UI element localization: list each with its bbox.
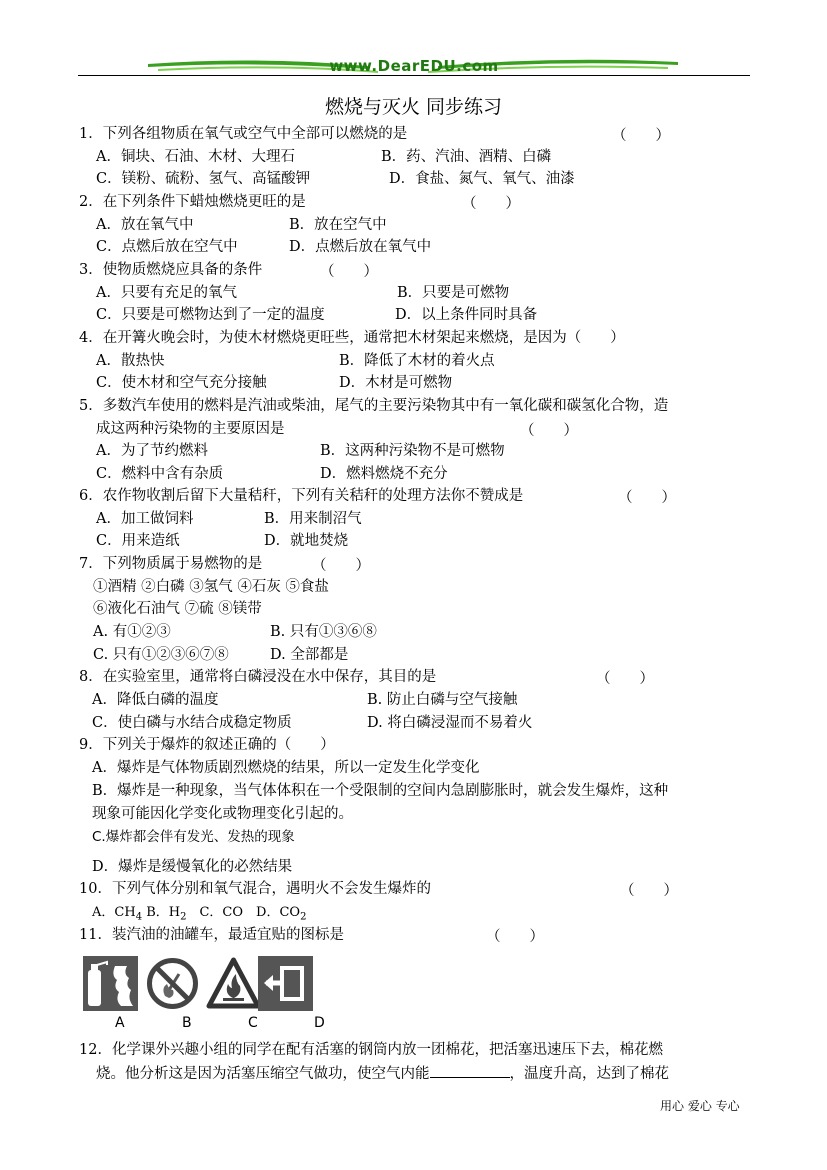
question-6-stem: 6．农作物收割后留下大量秸秆，下列有关秸秆的处理方法你不赞成是 (79, 488, 524, 504)
question-12-stem: 12．化学课外兴趣小组的同学在配有活塞的钢筒内放一团棉花，把活塞迅速压下去，棉花燃 (79, 1042, 663, 1058)
question-6-option-b: B．用来制沼气 (264, 511, 362, 527)
question-2-option-d: D．点燃后放在氧气中 (289, 239, 432, 255)
question-10-option-b: B．H (142, 905, 181, 920)
question-6-paren: （ ） (618, 490, 676, 506)
exit-sign-icon (258, 956, 313, 1011)
question-10-stem: 10．下列气体分别和氧气混合，遇明火不会发生爆炸的 (79, 881, 431, 897)
question-11-stem: 11．装汽油的油罐车，最适宜贴的图标是 (79, 927, 344, 943)
sign-label-b: B (182, 1015, 192, 1031)
question-8-option-c: C．使白磷与水结合成稳定物质 (92, 715, 292, 731)
page-footer: 用心 爱心 专心 (660, 1099, 740, 1113)
question-1-option-a: A．铜块、石油、木材、大理石 (96, 149, 295, 165)
question-5-stem-cont: 成这两种污染物的主要原因是 (96, 421, 285, 437)
question-4-option-a: A．散热快 (96, 353, 165, 369)
page-title: 燃烧与灭火 同步练习 (324, 96, 503, 118)
question-7-option-c: C. 只有①②③⑥⑦⑧ (93, 647, 229, 663)
question-9-option-c: C.爆炸都会伴有发光、发热的现象 (92, 829, 295, 845)
subscript: 2 (180, 911, 187, 923)
question-5-option-d: D．燃料燃烧不充分 (320, 466, 448, 482)
sign-label-c: C (248, 1015, 258, 1031)
question-3-option-a: A．只要有充足的氧气 (96, 285, 237, 301)
question-3-stem: 3．使物质燃烧应具备的条件 (79, 262, 263, 278)
question-5-option-c: C．燃料中含有杂质 (96, 466, 224, 482)
question-3-option-c: C．只要是可燃物达到了一定的温度 (96, 307, 325, 323)
question-9-stem: 9．下列关于爆炸的叙述正确的（ ） (79, 737, 335, 753)
question-10-paren: （ ） (620, 883, 678, 899)
question-4-stem: 4．在开篝火晚会时，为使木材燃烧更旺些，通常把木材架起来燃烧，是因为（ ） (79, 330, 625, 346)
header-rule (78, 75, 750, 76)
question-7-option-b: B. 只有①③⑥⑧ (270, 624, 377, 640)
question-12-stem-cont (96, 1063, 669, 1084)
question-3-option-d: D．以上条件同时具备 (395, 307, 538, 323)
question-6-option-d: D．就地焚烧 (264, 533, 349, 549)
question-2-paren: （ ） (462, 196, 520, 212)
question-8-option-b: B. 防止白磷与空气接触 (367, 692, 518, 708)
question-3-option-b: B．只要是可燃物 (397, 285, 510, 301)
fire-extinguisher-sign-icon (83, 956, 138, 1011)
question-1-option-d: D．食盐、氮气、氧气、油漆 (389, 171, 575, 187)
question-8-option-a: A．降低白磷的温度 (92, 692, 219, 708)
question-2-option-c: C．点燃后放在空气中 (96, 239, 238, 255)
question-1-option-c: C．镁粉、硫粉、氢气、高锰酸钾 (96, 171, 311, 187)
site-name[interactable]: www.DearEDU.com (329, 57, 499, 75)
question-8-stem: 8．在实验室里，通常将白磷浸没在水中保存，其目的是 (79, 669, 437, 685)
question-5-option-b: B．这两种污染物不是可燃物 (320, 443, 505, 459)
question-4-option-d: D．木材是可燃物 (339, 375, 453, 391)
question-6-option-a: A．加工做饲料 (96, 511, 194, 527)
question-10-option-a: A．CH (92, 905, 136, 920)
question-10-option-cd: C．CO D．CO (186, 905, 301, 920)
question-10-options (92, 903, 306, 928)
question-7-items-2: ⑥液化石油气 ⑦硫 ⑧镁带 (93, 601, 262, 617)
question-1-option-b: B．药、汽油、酒精、白磷 (381, 149, 552, 165)
question-2-option-a: A．放在氧气中 (96, 217, 194, 233)
question-8-paren: （ ） (596, 671, 654, 687)
question-9-option-b-cont: 现象可能因化学变化或物理变化引起的。 (92, 806, 353, 822)
question-2-option-b: B．放在空气中 (289, 217, 387, 233)
subscript: 4 (135, 911, 143, 923)
question-4-option-c: C．使木材和空气充分接触 (96, 375, 267, 391)
answer-blank[interactable] (430, 1063, 510, 1078)
question-7-option-d: D. 全部都是 (270, 647, 349, 663)
question-8-option-d: D. 将白磷浸湿而不易着火 (367, 715, 533, 731)
question-7-stem: 7．下列物质属于易燃物的是 (79, 556, 263, 572)
question-12-text-b: ，温度升高，达到了棉花 (509, 1066, 669, 1082)
question-3-paren: （ ） (320, 264, 378, 280)
question-1-paren: （ ） (612, 128, 670, 144)
no-fire-sign-icon (145, 956, 200, 1011)
subscript: 2 (300, 911, 307, 923)
question-5-option-a: A．为了节约燃料 (96, 443, 208, 459)
question-12-text-a: 烧。他分析这是因为活塞压缩空气做功，使空气内能 (96, 1066, 430, 1082)
sign-label-a: A (115, 1015, 125, 1031)
question-2-stem: 2．在下列条件下蜡烛燃烧更旺的是 (79, 194, 306, 210)
question-9-option-d: D．爆炸是缓慢氧化的必然结果 (92, 859, 293, 875)
question-9-option-a: A．爆炸是气体物质剧烈燃烧的结果，所以一定发生化学变化 (92, 760, 480, 776)
question-5-stem: 5．多数汽车使用的燃料是汽油或柴油，尾气的主要污染物其中有一氧化碳和碳氢化合物，造 (79, 398, 669, 414)
question-1-stem: 1．下列各组物质在氧气或空气中全部可以燃烧的是 (79, 126, 408, 142)
sign-label-d: D (314, 1015, 325, 1031)
question-7-option-a: A. 有①②③ (93, 624, 171, 640)
question-6-option-c: C．用来造纸 (96, 533, 180, 549)
question-11-paren: （ ） (486, 929, 544, 945)
question-9-option-b: B．爆炸是一种现象，当气体体积在一个受限制的空间内急剧膨胀时，就会发生爆炸，这种 (92, 783, 669, 799)
question-7-items-1: ①酒精 ②白磷 ③氢气 ④石灰 ⑤食盐 (93, 579, 329, 595)
question-4-option-b: B．降低了木材的着火点 (339, 353, 495, 369)
question-5-paren: （ ） (520, 423, 578, 439)
question-7-paren: （ ） (312, 558, 370, 574)
flammable-warning-sign-icon (206, 956, 261, 1011)
